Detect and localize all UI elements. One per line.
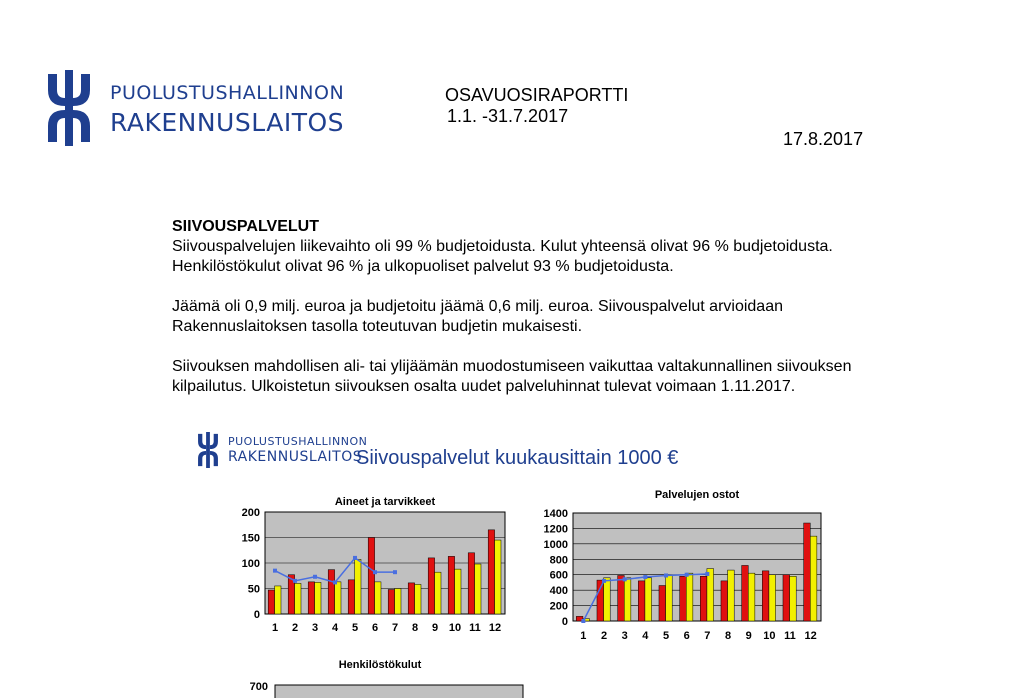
y-tick-label: 700	[249, 681, 268, 693]
bar	[783, 575, 790, 621]
y-tick-label: 1200	[543, 523, 568, 536]
chart-aineet	[225, 490, 525, 640]
y-tick-label: 100	[241, 558, 260, 570]
x-tick-label: 8	[724, 630, 732, 642]
bar	[659, 586, 666, 621]
chart-title: Henkilöstökulut	[338, 659, 422, 671]
x-tick-label: 5	[351, 622, 359, 634]
para2-line2: Rakennuslaitoksen tasolla toteutuvan budjetin mukaisesti.	[172, 318, 583, 335]
y-tick-label: 600	[549, 569, 568, 582]
line-point	[581, 619, 585, 623]
bar	[475, 564, 481, 614]
bar	[328, 570, 334, 614]
x-tick-label: 12	[804, 630, 817, 642]
bar	[618, 575, 625, 621]
x-tick-label: 5	[662, 630, 670, 642]
para1-line1: Siivouspalvelujen liikevaihto oli 99 % budjetoidusta. Kulut yhteensä olivat 96 % budjetoidusta.	[172, 238, 833, 255]
x-tick-label: 8	[411, 622, 419, 634]
x-tick-label: 9	[431, 622, 439, 634]
y-tick-label: 800	[549, 554, 568, 567]
bar	[638, 581, 645, 621]
bar	[624, 578, 631, 621]
para2-line1: Jäämä oli 0,9 milj. euroa ja budjetoitu jäämä 0,6 milj. euroa. Siivouspalvelut arvioidaan	[172, 298, 783, 315]
y-tick-label: 200	[241, 507, 260, 519]
line-point	[685, 573, 689, 577]
bar	[408, 583, 414, 614]
x-tick-label: 10	[448, 622, 462, 634]
line-point	[643, 575, 647, 579]
bar	[804, 523, 811, 621]
line-point	[602, 579, 606, 583]
bar	[368, 538, 374, 615]
x-tick-label: 9	[745, 630, 752, 642]
x-tick-label: 11	[784, 630, 796, 642]
bar	[348, 580, 354, 614]
figure-logo	[198, 432, 368, 472]
x-tick-label: 10	[763, 630, 776, 642]
logo-mark-icon	[48, 70, 90, 146]
bar	[728, 570, 735, 621]
para3-line2: kilpailutus. Ulkoistetun siivouksen osalta uudet palveluhinnat tulevat voimaan 1.11.2017.	[172, 378, 796, 395]
x-tick-label: 1	[580, 630, 587, 642]
header-logo	[48, 70, 345, 148]
bar	[721, 581, 728, 621]
x-tick-label: 4	[331, 622, 339, 634]
line-point	[623, 577, 627, 581]
bar	[686, 573, 693, 621]
report-date: 17.8.2017	[783, 129, 864, 149]
bar	[762, 571, 769, 621]
bar	[700, 576, 707, 621]
x-tick-label: 6	[683, 630, 690, 642]
bar	[275, 586, 281, 614]
x-tick-label: 7	[704, 630, 711, 642]
bar	[315, 582, 321, 614]
x-tick-label: 2	[600, 630, 608, 642]
x-tick-label: 12	[488, 622, 502, 634]
x-tick-label: 2	[291, 622, 299, 634]
bar	[335, 582, 341, 614]
x-tick-label: 7	[391, 622, 399, 634]
bar	[415, 584, 421, 614]
chart-henkilostokulut	[235, 655, 535, 698]
bar	[268, 590, 274, 614]
bar	[388, 590, 394, 614]
y-tick-label: 0	[253, 609, 260, 621]
figure-logo-line2: RAKENNUSLAITOS	[228, 449, 363, 465]
bar	[707, 569, 714, 621]
bar	[355, 559, 361, 614]
bar	[810, 536, 817, 621]
bar	[295, 583, 301, 614]
bar	[604, 578, 611, 621]
bar	[448, 556, 454, 614]
section-heading: SIIVOUSPALVELUT	[172, 218, 319, 235]
chart-palvelujen-ostot	[525, 484, 835, 646]
chart-title: Aineet ja tarvikkeet	[334, 496, 436, 508]
bar	[468, 553, 474, 614]
bar	[748, 573, 755, 621]
bar	[597, 580, 604, 621]
y-tick-label: 150	[241, 532, 260, 545]
bar	[488, 530, 494, 614]
bar	[769, 575, 776, 621]
line-point	[293, 579, 297, 583]
section-body	[172, 217, 972, 397]
x-tick-label: 1	[271, 622, 279, 634]
line-point	[373, 570, 377, 574]
line-point	[273, 569, 277, 573]
report-title: OSAVUOSIRAPORTTI	[445, 85, 629, 105]
logo-line2: RAKENNUSLAITOS	[110, 108, 345, 137]
x-tick-label: 4	[642, 630, 649, 642]
line-point	[664, 573, 668, 577]
y-tick-label: 1000	[543, 538, 568, 551]
y-tick-label: 1400	[543, 508, 568, 520]
para3-line1: Siivouksen mahdollisen ali- tai ylijäämän muodostumiseen vaikuttaa valtakunnallinen siivouksen	[172, 358, 852, 375]
figure-title: Siivouspalvelut kuukausittain 1000 €	[356, 447, 679, 469]
line-point	[353, 556, 357, 560]
bar	[395, 589, 401, 615]
x-tick-label: 6	[371, 622, 379, 634]
bar	[680, 576, 687, 621]
bar	[495, 540, 501, 614]
bar	[666, 575, 673, 621]
bar	[375, 582, 381, 614]
line-point	[313, 575, 317, 579]
line-point	[705, 572, 709, 576]
report-period: 1.1. -31.7.2017	[447, 106, 569, 126]
figure-logo-mark-icon	[198, 432, 218, 468]
bar	[742, 565, 749, 621]
bar	[435, 572, 441, 614]
y-tick-label: 50	[247, 583, 260, 596]
y-tick-label: 400	[549, 585, 568, 598]
para1-line2: Henkilöstökulut olivat 96 % ja ulkopuoliset palvelut 93 % budjetoidusta.	[172, 258, 674, 275]
line-point	[333, 580, 337, 584]
bar	[645, 578, 652, 621]
y-tick-label: 200	[549, 600, 568, 613]
y-tick-label: 0	[561, 616, 568, 628]
x-tick-label: 3	[621, 630, 628, 642]
figure-logo-line1: PUOLUSTUSHALLINNON	[228, 435, 368, 448]
x-tick-label: 3	[311, 622, 319, 634]
bar	[455, 569, 461, 614]
plot-area	[275, 685, 523, 698]
bar	[308, 582, 314, 614]
chart-title: Palvelujen ostot	[654, 489, 740, 501]
line-point	[393, 570, 397, 574]
logo-line1: PUOLUSTUSHALLINNON	[110, 82, 345, 104]
bar	[428, 558, 434, 614]
x-tick-label: 11	[469, 622, 481, 634]
bar	[790, 576, 797, 621]
